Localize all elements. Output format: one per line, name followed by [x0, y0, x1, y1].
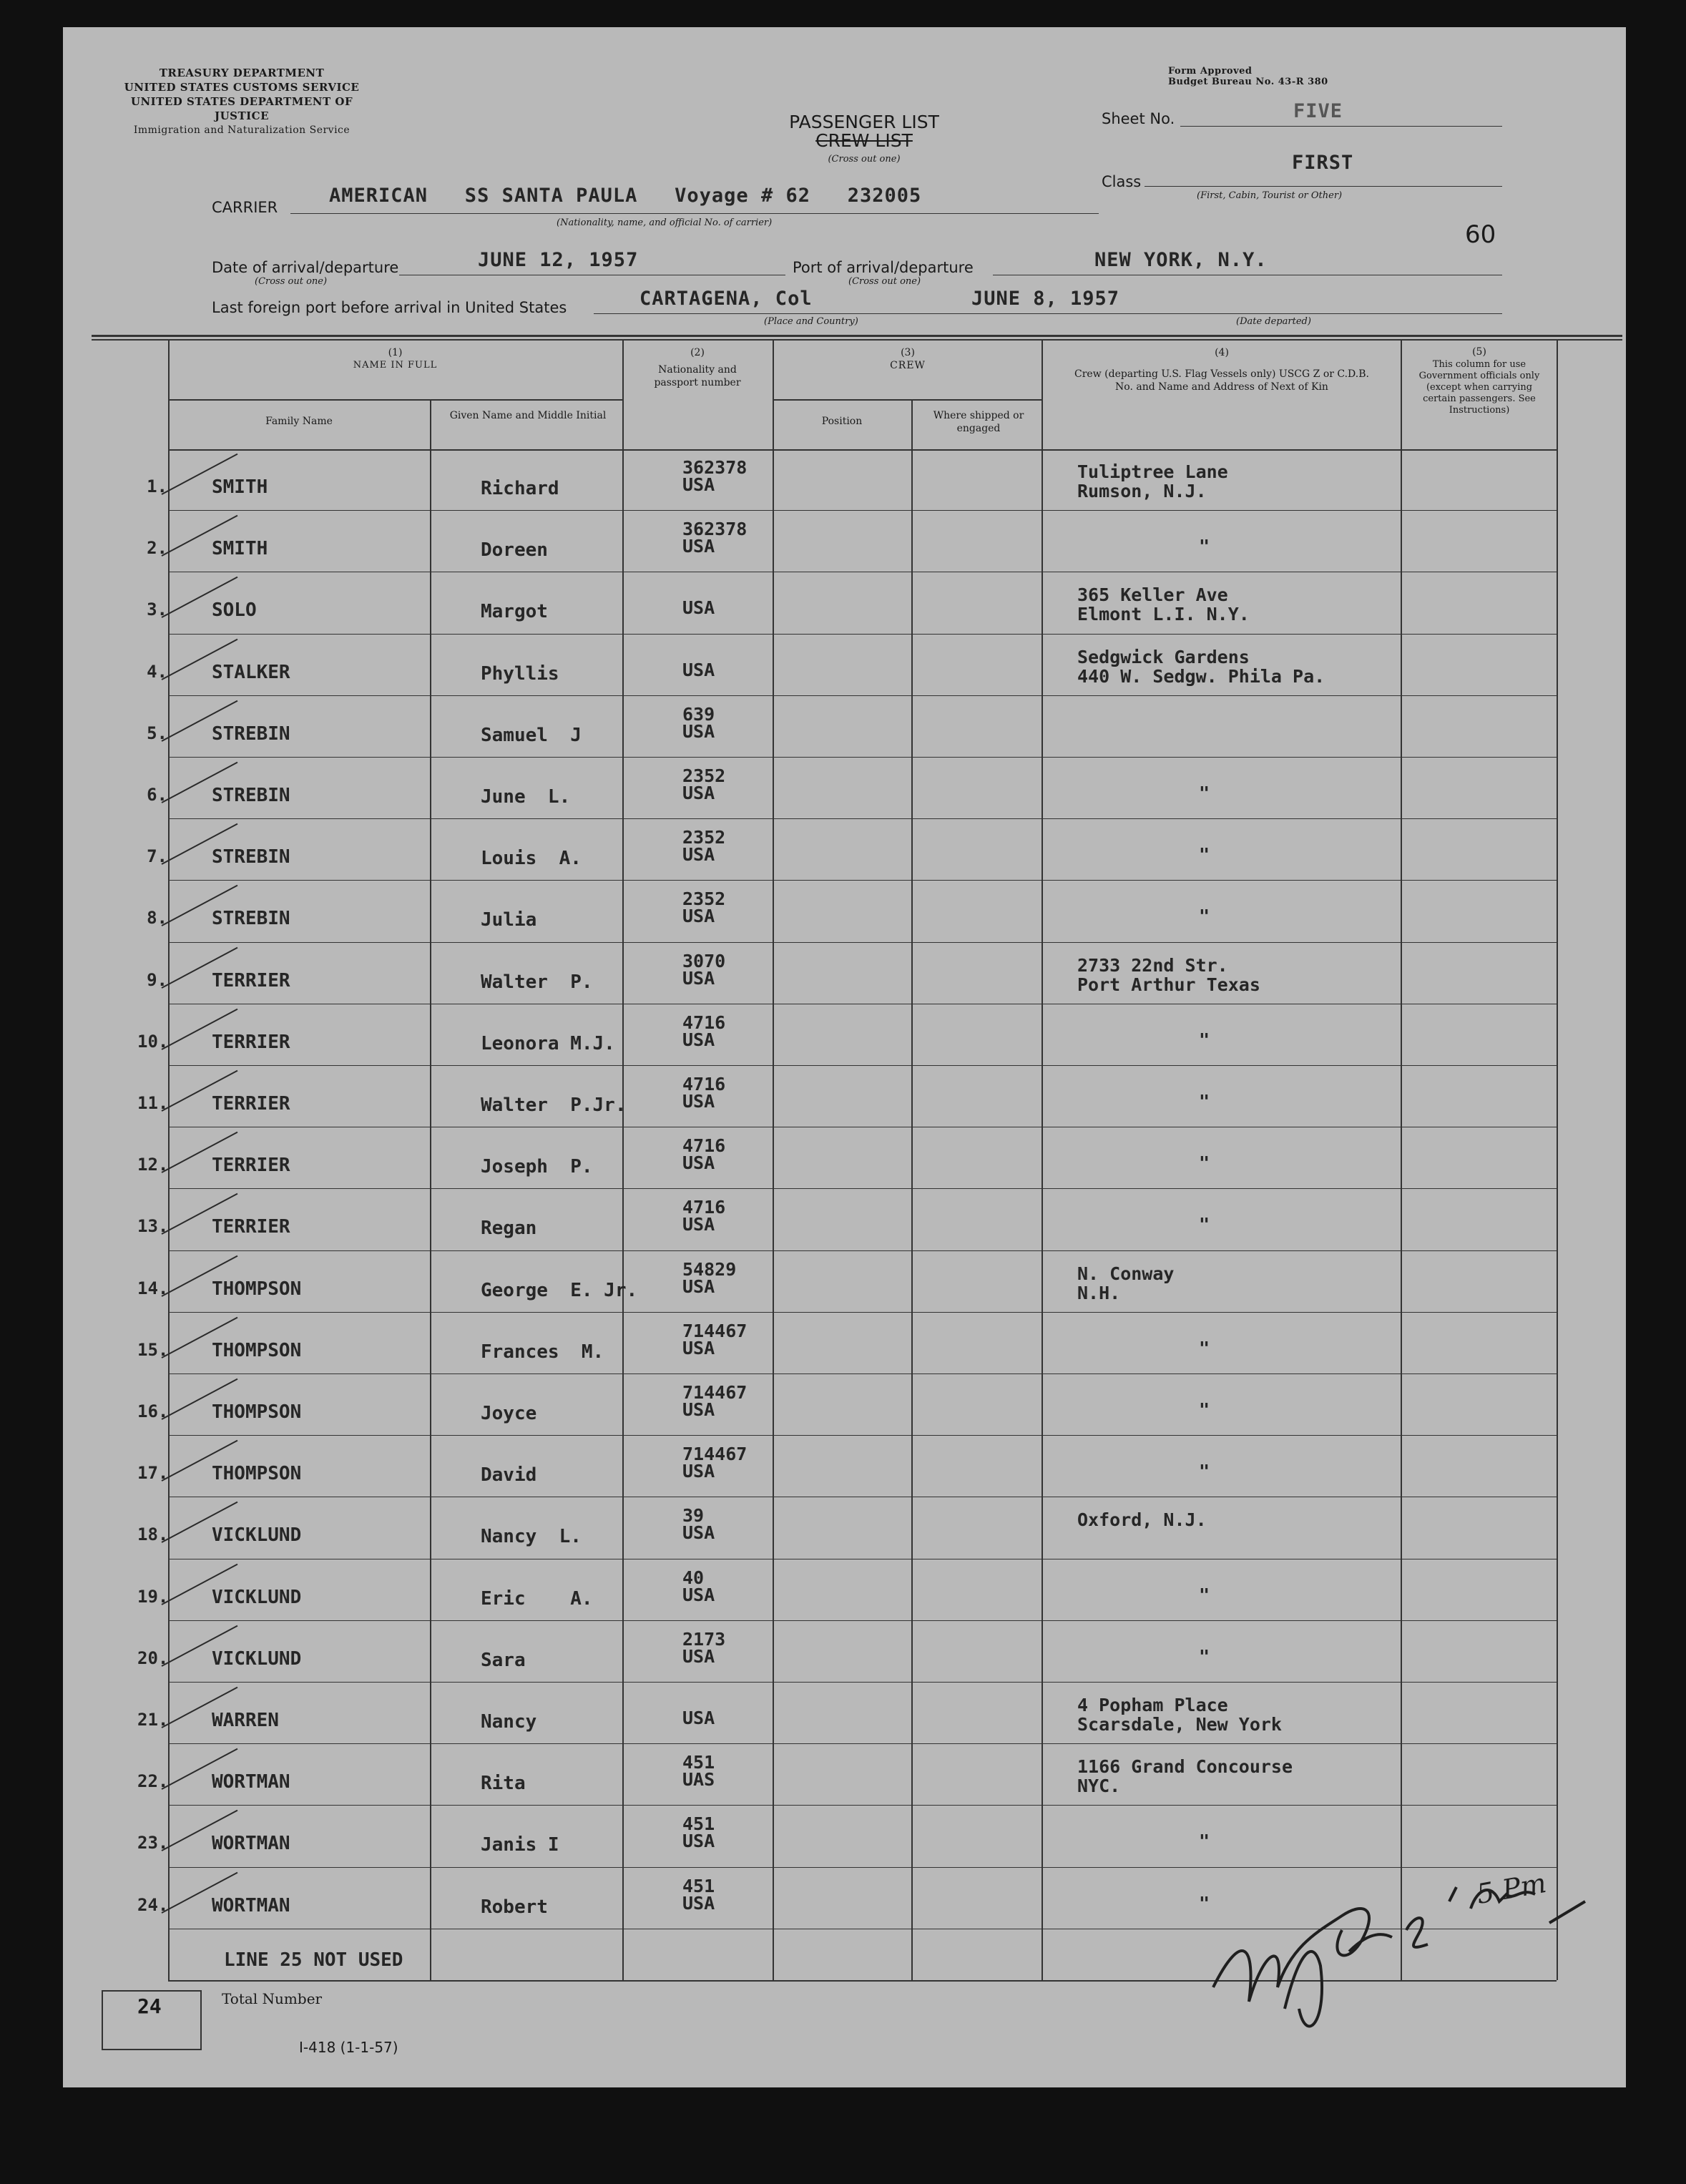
row-number: 1. — [147, 476, 167, 496]
passport-number: 451 — [682, 1875, 715, 1896]
nationality: USA — [682, 659, 715, 680]
family-name: SOLO — [212, 599, 257, 622]
row-number: 7. — [147, 846, 167, 867]
table-row — [63, 1189, 1626, 1250]
next-of-kin: " — [1199, 1399, 1210, 1420]
given-name: Eric A. — [481, 1587, 593, 1610]
family-name: STREBIN — [212, 785, 290, 806]
title-passenger-list: PASSENGER LIST — [789, 112, 939, 132]
row-number: 4. — [147, 661, 167, 682]
family-name: WORTMAN — [212, 1894, 290, 1916]
passport-number: 451 — [682, 1752, 715, 1773]
list-title — [707, 113, 1021, 169]
date-departed-note: (Date departed) — [1236, 316, 1311, 327]
next-of-kin: " — [1199, 1152, 1210, 1174]
family-name: TERRIER — [212, 969, 290, 991]
last-port-note: (Place and Country) — [764, 316, 858, 327]
given-name: Regan — [481, 1218, 537, 1240]
nationality: USA — [682, 1214, 715, 1235]
family-name: TERRIER — [212, 1093, 290, 1115]
agency-line: Immigration and Naturalization Service — [133, 124, 351, 136]
next-of-kin: " — [1199, 1645, 1210, 1667]
col-position: Position — [821, 416, 863, 427]
given-name: Louis A. — [481, 848, 582, 870]
passport-number: 451 — [682, 1813, 715, 1835]
arrival-date-value: JUNE 12, 1957 — [478, 249, 639, 271]
next-of-kin: " — [1199, 1584, 1210, 1605]
next-of-kin: " — [1199, 1337, 1210, 1358]
form-approval — [1168, 66, 1328, 87]
given-name: Nancy — [481, 1711, 537, 1733]
next-of-kin: " — [1199, 906, 1210, 927]
row-number: 5. — [147, 723, 167, 743]
row-number: 3. — [147, 599, 167, 620]
table-row — [63, 449, 1626, 511]
passport-number: 714467 — [682, 1320, 748, 1341]
given-name: David — [481, 1464, 537, 1487]
next-of-kin: " — [1199, 536, 1210, 557]
port-label: Port of arrival/departure — [793, 259, 974, 276]
passport-number: 2352 — [682, 827, 726, 848]
row-number: 12. — [137, 1155, 169, 1175]
family-name: WORTMAN — [212, 1833, 290, 1855]
passport-number: 2352 — [682, 888, 726, 910]
passport-number: 4716 — [682, 1197, 726, 1218]
agency-header — [106, 66, 378, 137]
given-name: Rita — [481, 1773, 526, 1795]
next-of-kin: 365 Keller Ave Elmont L.I. N.Y. — [1077, 584, 1250, 625]
row-number: 21. — [137, 1710, 169, 1730]
form-approved-text: Form Approved — [1168, 66, 1253, 77]
nationality: USA — [682, 1337, 715, 1358]
row-number: 19. — [137, 1586, 169, 1607]
table-row — [63, 1559, 1626, 1621]
last-port-label: Last foreign port before arrival in United States — [212, 299, 567, 316]
passport-number: 54829 — [682, 1258, 737, 1280]
family-name: VICKLUND — [212, 1647, 302, 1670]
col3-title: CREW — [890, 360, 926, 371]
nationality: USA — [682, 1275, 715, 1297]
nationality: USA — [682, 1708, 715, 1728]
family-name: SMITH — [212, 476, 268, 498]
carrier-label: CARRIER — [212, 199, 278, 216]
nationality: USA — [682, 474, 715, 495]
given-name: Janis I — [481, 1834, 559, 1856]
col-family-name: Family Name — [265, 416, 333, 427]
family-name: VICKLUND — [212, 1586, 302, 1608]
next-of-kin: Sedgwick Gardens 440 W. Sedgw. Phila Pa. — [1077, 646, 1325, 687]
nationality: USA — [682, 783, 715, 803]
table-row — [63, 1683, 1626, 1744]
passport-number: 2173 — [682, 1628, 726, 1650]
given-name: Doreen — [481, 539, 548, 562]
passport-number: 362378 — [682, 457, 748, 478]
sheet-value: FIVE — [1293, 100, 1343, 122]
total-value: 24 — [137, 1994, 162, 2018]
nationality: USA — [682, 1091, 715, 1112]
given-name: George E. Jr. — [481, 1279, 638, 1301]
given-name: Walter P.Jr. — [481, 1095, 627, 1116]
time-annotation: 5 Pm — [1474, 1866, 1549, 1911]
passport-number: 40 — [682, 1567, 705, 1588]
row-number: 11. — [137, 1093, 169, 1113]
col2-title: Nationality and passport number — [654, 364, 741, 388]
family-name: STREBIN — [212, 908, 290, 930]
nationality: UAS — [682, 1769, 715, 1791]
table-row — [63, 635, 1626, 696]
table-row — [63, 1004, 1626, 1066]
row-number: 20. — [137, 1647, 169, 1668]
col1-number: (1) — [388, 347, 403, 358]
row-number: 16. — [137, 1401, 169, 1421]
row-number: 10. — [137, 1031, 169, 1052]
table-row — [63, 1744, 1626, 1806]
row-number: 22. — [137, 1771, 169, 1792]
next-of-kin: " — [1199, 1091, 1210, 1112]
row-number: 2. — [147, 538, 167, 559]
nationality: USA — [682, 720, 715, 742]
next-of-kin: N. Conway N.H. — [1077, 1263, 1175, 1303]
col4-title: Crew (departing U.S. Flag Vessels only) USCG Z or C.D.B. No. and Name and Address of Next of Kin — [1074, 368, 1369, 393]
table-row — [63, 1127, 1626, 1189]
form-code: I-418 (1-1-57) — [299, 2039, 398, 2056]
port-value: NEW YORK, N.Y. — [1094, 249, 1268, 271]
nationality: USA — [682, 967, 715, 989]
col1-heading — [168, 346, 622, 372]
table-row — [63, 1374, 1626, 1436]
family-name: TERRIER — [212, 1216, 290, 1238]
next-of-kin: " — [1199, 1029, 1210, 1050]
passenger-rows — [63, 449, 1626, 1980]
col2-number: (2) — [690, 347, 705, 358]
total-box — [102, 1990, 202, 2050]
row-number: 8. — [147, 908, 167, 929]
next-of-kin: " — [1199, 1831, 1210, 1852]
table-row — [63, 511, 1626, 572]
next-of-kin: " — [1199, 1461, 1210, 1482]
row-number: 6. — [147, 785, 167, 805]
table-row — [63, 1066, 1626, 1127]
nationality: USA — [682, 1152, 715, 1174]
table-row — [63, 758, 1626, 819]
col5-heading — [1403, 346, 1555, 416]
nationality: USA — [682, 1522, 715, 1544]
table-row — [63, 572, 1626, 634]
given-name: Joyce — [481, 1403, 537, 1424]
next-of-kin: Tuliptree Lane Rumson, N.J. — [1077, 461, 1228, 501]
col4-heading — [1044, 346, 1399, 393]
nationality: USA — [682, 1461, 715, 1482]
arrival-cross-note: (Cross out one) — [255, 276, 328, 287]
given-name: Robert — [481, 1896, 548, 1918]
family-name: WARREN — [212, 1710, 279, 1731]
col4-number: (4) — [1215, 347, 1229, 358]
col-where-shipped: Where shipped or engaged — [933, 410, 1024, 434]
passport-number: 714467 — [682, 1382, 748, 1403]
class-value: FIRST — [1292, 152, 1354, 174]
date-departed-value: JUNE 8, 1957 — [971, 288, 1120, 310]
col1-title: NAME IN FULL — [353, 360, 438, 371]
row-number: 23. — [137, 1833, 169, 1854]
family-name: WORTMAN — [212, 1771, 290, 1793]
given-name: June L. — [481, 786, 571, 808]
agency-line: TREASURY DEPARTMENT — [159, 67, 325, 79]
table-row — [63, 696, 1626, 758]
row-number: 14. — [137, 1278, 169, 1298]
class-note: (First, Cabin, Tourist or Other) — [1197, 190, 1343, 201]
given-name: Sara — [481, 1649, 526, 1671]
passport-number: 714467 — [682, 1444, 748, 1465]
sheet-label: Sheet No. — [1102, 110, 1175, 127]
given-name: Nancy L. — [481, 1526, 582, 1548]
passenger-list-sheet — [63, 27, 1626, 2087]
family-name: STALKER — [212, 661, 290, 683]
nationality: USA — [682, 906, 715, 927]
arrival-date-label: Date of arrival/departure — [212, 259, 399, 276]
table-row — [63, 1313, 1626, 1374]
next-of-kin: 2733 22nd Str. Port Arthur Texas — [1077, 954, 1260, 995]
given-name: Margot — [481, 601, 548, 623]
table-row — [63, 1436, 1626, 1497]
passport-number: 2352 — [682, 765, 726, 786]
passport-number: 4716 — [682, 1074, 726, 1095]
col5-title: This column for use Government officials only (except when carrying certain passengers. See Instructions) — [1418, 359, 1540, 416]
row-number: 15. — [137, 1339, 169, 1360]
family-name: THOMPSON — [212, 1463, 302, 1485]
col2-heading — [624, 346, 771, 389]
given-name: Phyllis — [481, 662, 559, 685]
row-number: 17. — [137, 1463, 169, 1484]
row-number: 18. — [137, 1524, 169, 1545]
family-name: THOMPSON — [212, 1401, 302, 1423]
next-of-kin: " — [1199, 1892, 1210, 1914]
given-name: Joseph P. — [481, 1156, 593, 1178]
title-cross-note: (Cross out one) — [828, 154, 901, 165]
family-name: STREBIN — [212, 846, 290, 868]
passport-number: 639 — [682, 703, 715, 725]
page-number: 60 — [1465, 220, 1496, 249]
agency-line: UNITED STATES DEPARTMENT OF JUSTICE — [130, 95, 353, 122]
nationality: USA — [682, 1029, 715, 1050]
table-row — [63, 819, 1626, 881]
nationality: USA — [682, 1645, 715, 1667]
passport-number: 362378 — [682, 519, 748, 540]
family-name: THOMPSON — [212, 1339, 302, 1361]
nationality: USA — [682, 597, 715, 619]
family-name: VICKLUND — [212, 1524, 302, 1547]
nationality: USA — [682, 1584, 715, 1605]
passport-number: 4716 — [682, 1012, 726, 1033]
class-label: Class — [1102, 173, 1142, 190]
carrier-note: (Nationality, name, and official No. of carrier) — [557, 217, 773, 228]
title-crew-list: CREW LIST — [815, 130, 913, 151]
next-of-kin: 4 Popham Place Scarsdale, New York — [1077, 1695, 1282, 1735]
passport-number: 4716 — [682, 1135, 726, 1157]
nationality: USA — [682, 1831, 715, 1852]
budget-bureau-text: Budget Bureau No. 43-R 380 — [1168, 77, 1328, 87]
col3-heading — [774, 346, 1042, 372]
family-name: TERRIER — [212, 1155, 290, 1177]
given-name: Julia — [481, 909, 537, 931]
given-name: Walter P. — [481, 971, 593, 993]
total-label: Total Number — [222, 1990, 323, 2007]
table-row — [63, 1251, 1626, 1313]
last-port-value: CARTAGENA, Col — [639, 288, 813, 310]
given-name: Samuel J — [481, 724, 582, 746]
passport-number: 39 — [682, 1505, 705, 1527]
col-given-name: Given Name and Middle Initial — [449, 410, 607, 421]
family-name: TERRIER — [212, 1031, 290, 1053]
next-of-kin: 1166 Grand Concourse NYC. — [1077, 1756, 1293, 1797]
carrier-value: AMERICAN SS SANTA PAULA Voyage # 62 232005 — [329, 185, 922, 207]
table-row — [63, 1621, 1626, 1683]
table-row — [63, 1497, 1626, 1559]
next-of-kin: " — [1199, 1214, 1210, 1235]
col5-number: (5) — [1472, 346, 1486, 358]
given-name: Leonora M.J. — [481, 1032, 615, 1054]
row-number: 13. — [137, 1216, 169, 1237]
given-name: Frances M. — [481, 1341, 604, 1363]
row-number: 24. — [137, 1894, 169, 1915]
nationality: USA — [682, 844, 715, 866]
nationality: USA — [682, 1399, 715, 1420]
row-number: 9. — [147, 969, 167, 990]
handwritten-signature — [1199, 1844, 1599, 2059]
nationality: USA — [682, 536, 715, 557]
nationality: USA — [682, 1892, 715, 1914]
agency-line: UNITED STATES CUSTOMS SERVICE — [124, 81, 360, 94]
next-of-kin: Oxford, N.J. — [1077, 1509, 1207, 1531]
family-name: SMITH — [212, 538, 268, 560]
family-name: THOMPSON — [212, 1278, 302, 1300]
next-of-kin: " — [1199, 844, 1210, 866]
table-row — [63, 943, 1626, 1004]
family-name: STREBIN — [212, 723, 290, 745]
line25-note: LINE 25 NOT USED — [224, 1949, 403, 1971]
table-row — [63, 881, 1626, 942]
next-of-kin: " — [1199, 783, 1210, 803]
given-name: Richard — [481, 478, 559, 499]
col3-number: (3) — [901, 347, 915, 358]
port-cross-note: (Cross out one) — [848, 276, 921, 287]
passport-number: 3070 — [682, 950, 726, 971]
